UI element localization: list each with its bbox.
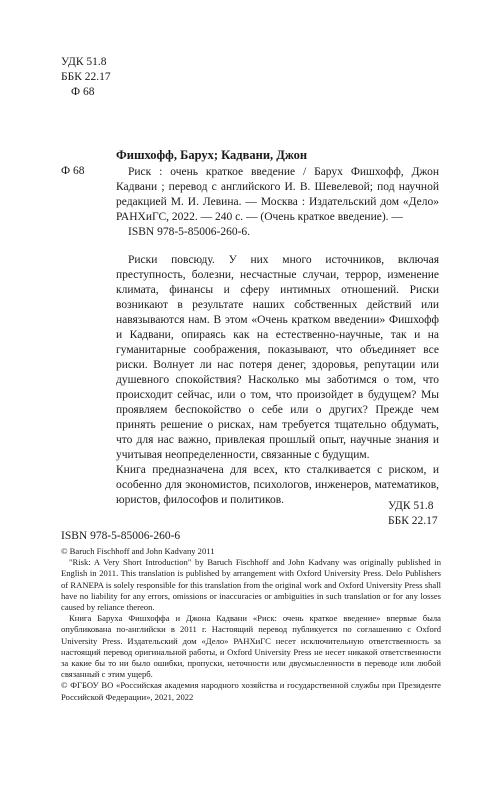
udk-code: УДК 51.8 — [388, 500, 434, 512]
annotation — [116, 253, 439, 508]
copyright-publisher: © ФГБОУ ВО «Российская академия народного хозяйства и государственной службы при Президенте Российской Федерации», 2021, 2022 — [61, 680, 441, 702]
author-mark: Ф 68 — [71, 86, 95, 98]
description-isbn: ISBN 978-5-85006-260-6. — [128, 226, 251, 238]
bottom-classification-codes — [388, 499, 438, 529]
entry-call-mark: Ф 68 — [61, 165, 85, 177]
description-text: Риск : очень краткое введение / Барух Фишхофф, Джон Кадвани ; перевод с английского И. В. Шевелевой; под научной редакцией М. И. Левина. — Москва : Издательский дом «Дело» РАНХиГС, 2022. — 240 с. — (Очень краткое введение). — — [116, 166, 439, 223]
bibliographic-description — [116, 165, 439, 240]
isbn-line: ISBN 978-5-85006-260-6 — [61, 530, 181, 542]
udk-code: УДК 51.8 — [61, 56, 107, 68]
copyright-original: © Baruch Fischhoff and John Kadvany 2011 — [61, 546, 215, 556]
legal-notices — [61, 546, 441, 703]
top-classification-codes — [61, 55, 111, 100]
english-notice: "Risk: A Very Short Introduction" by Baruch Fischhoff and John Kadvany was originally published in English in 2011. This translation is published by arrangement with Oxford University Press. Delo Publishers of RANEPA is solely responsible for this translation from the original work and Oxford University Press shall have no liability for any errors, omissions or inaccuracies or ambiguities in such translation or for any losses caused by reliance thereon. — [61, 557, 441, 613]
entry-author: Фишхофф, Барух; Кадвани, Джон — [116, 148, 308, 162]
annotation-paragraph: Книга предназначена для всех, кто сталкивается с риском, и особенно для экономистов, психологов, инженеров, математиков, юристов, философов и политиков. — [116, 464, 439, 506]
bbk-code: ББК 22.17 — [388, 515, 438, 527]
bbk-code: ББК 22.17 — [61, 71, 111, 83]
annotation-paragraph: Риски повсюду. У них много источников, включая преступность, болезни, несчастные случаи, террор, изменение климата, финансы и сферу интимных отношений. Риски возникают в результате наших собственных действий или навязываются нам. В этом «Очень кратком введении» Фишхофф и Кадвани, опираясь как на естественно-научные, так и на гуманитарные соображения, показывают, что объединяет все риски. Волнует ли нас потеря денег, здоровья, репутации или душевного спокойствия? Насколько мы заботимся о том, что происходит сейчас, или о том, что произойдет в будущем? Мы проявляем беспокойство о себе или о других? Прежде чем принять решение о рисках, нам требуется тщательно обдумать, что для нас важно, привлекая прошлый опыт, научные знания и учитывая неопределенности, связанные с будущим. — [116, 254, 439, 461]
russian-notice: Книга Баруха Фишхоффа и Джона Кадвани «Риск: очень краткое введение» впервые была опубликована по-английски в 2011 г. Настоящий перевод публикуется по соглашению с Oxford University Press. Издательский дом «Дело» РАНХиГС несет исключительную ответственность за настоящий перевод оригинальной работы, и Oxford University Press не несет никакой ответственности за какие бы то ни было ошибки, пропуски, неточности или двусмысленности в переводе или любой связанный с этим ущерб. — [61, 613, 441, 680]
